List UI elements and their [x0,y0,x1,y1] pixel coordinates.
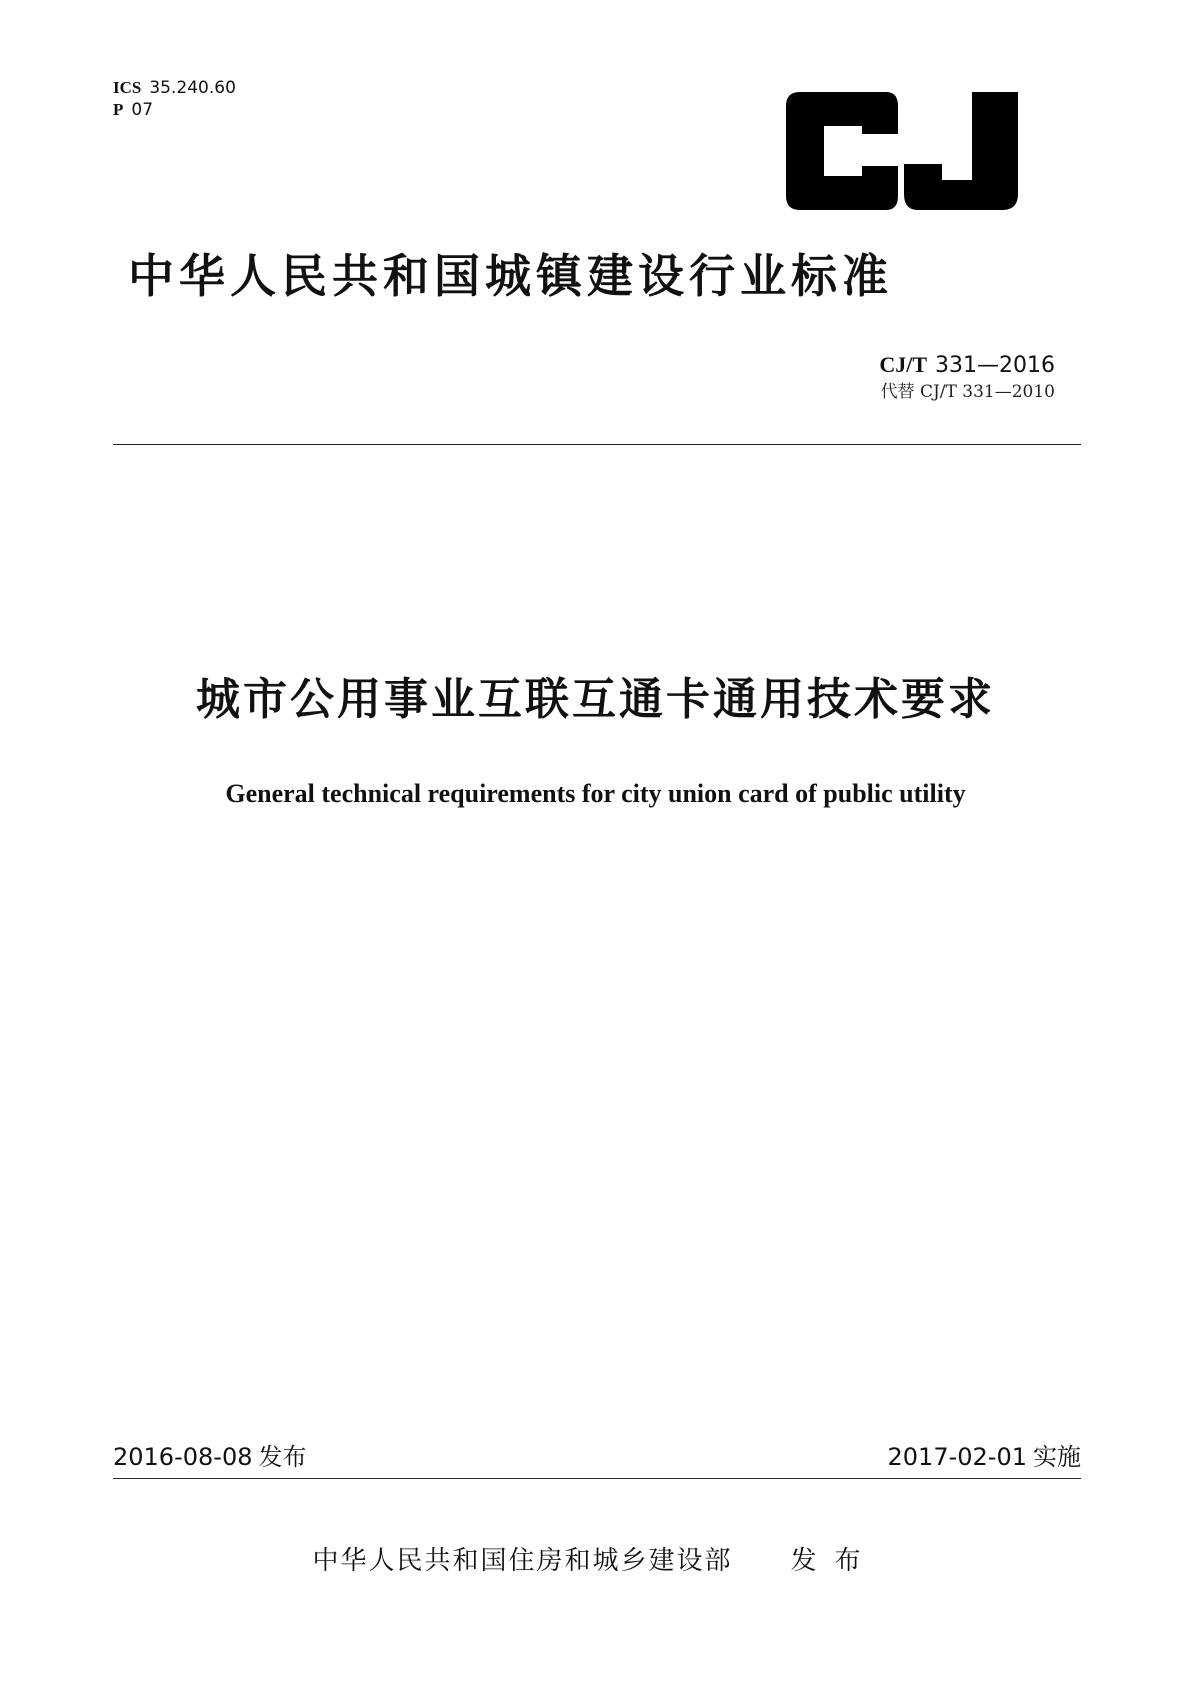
top-divider [113,444,1081,445]
issuer-name: 中华人民共和国住房和城乡建设部 [312,1546,733,1576]
ccs-code: 07 [131,100,154,120]
document-title-english: General technical requirements for city union card of public utility [225,779,966,808]
ics-code: 35.240.60 [149,78,236,98]
document-title-chinese: 城市公用事业互联互通卡通用技术要求 [196,674,995,725]
standard-category-title: 中华人民共和国城镇建设行业标准 [128,249,893,303]
standard-number [879,352,1055,379]
issuer [0,1544,1191,1578]
implement-date [888,1442,1081,1472]
implement-label: 实施 [1033,1443,1081,1471]
ics-classification [113,78,236,98]
standard-code-prefix: CJ/T [879,352,928,377]
cj-logo [786,92,1018,210]
ccs-label: P [113,100,124,119]
publish-date-value: 2016-08-08 [113,1443,253,1471]
ccs-classification [113,100,153,120]
issuer-action: 发布 [790,1546,879,1576]
publish-label: 发布 [258,1443,307,1471]
standard-code-number: 331—2016 [935,353,1055,378]
implement-date-value: 2017-02-01 [887,1443,1027,1471]
publish-date [113,1442,306,1472]
ics-label: ICS [113,78,142,97]
replaces-standard: 代替 CJ/T 331—2010 [880,382,1055,402]
bottom-divider [113,1478,1081,1479]
